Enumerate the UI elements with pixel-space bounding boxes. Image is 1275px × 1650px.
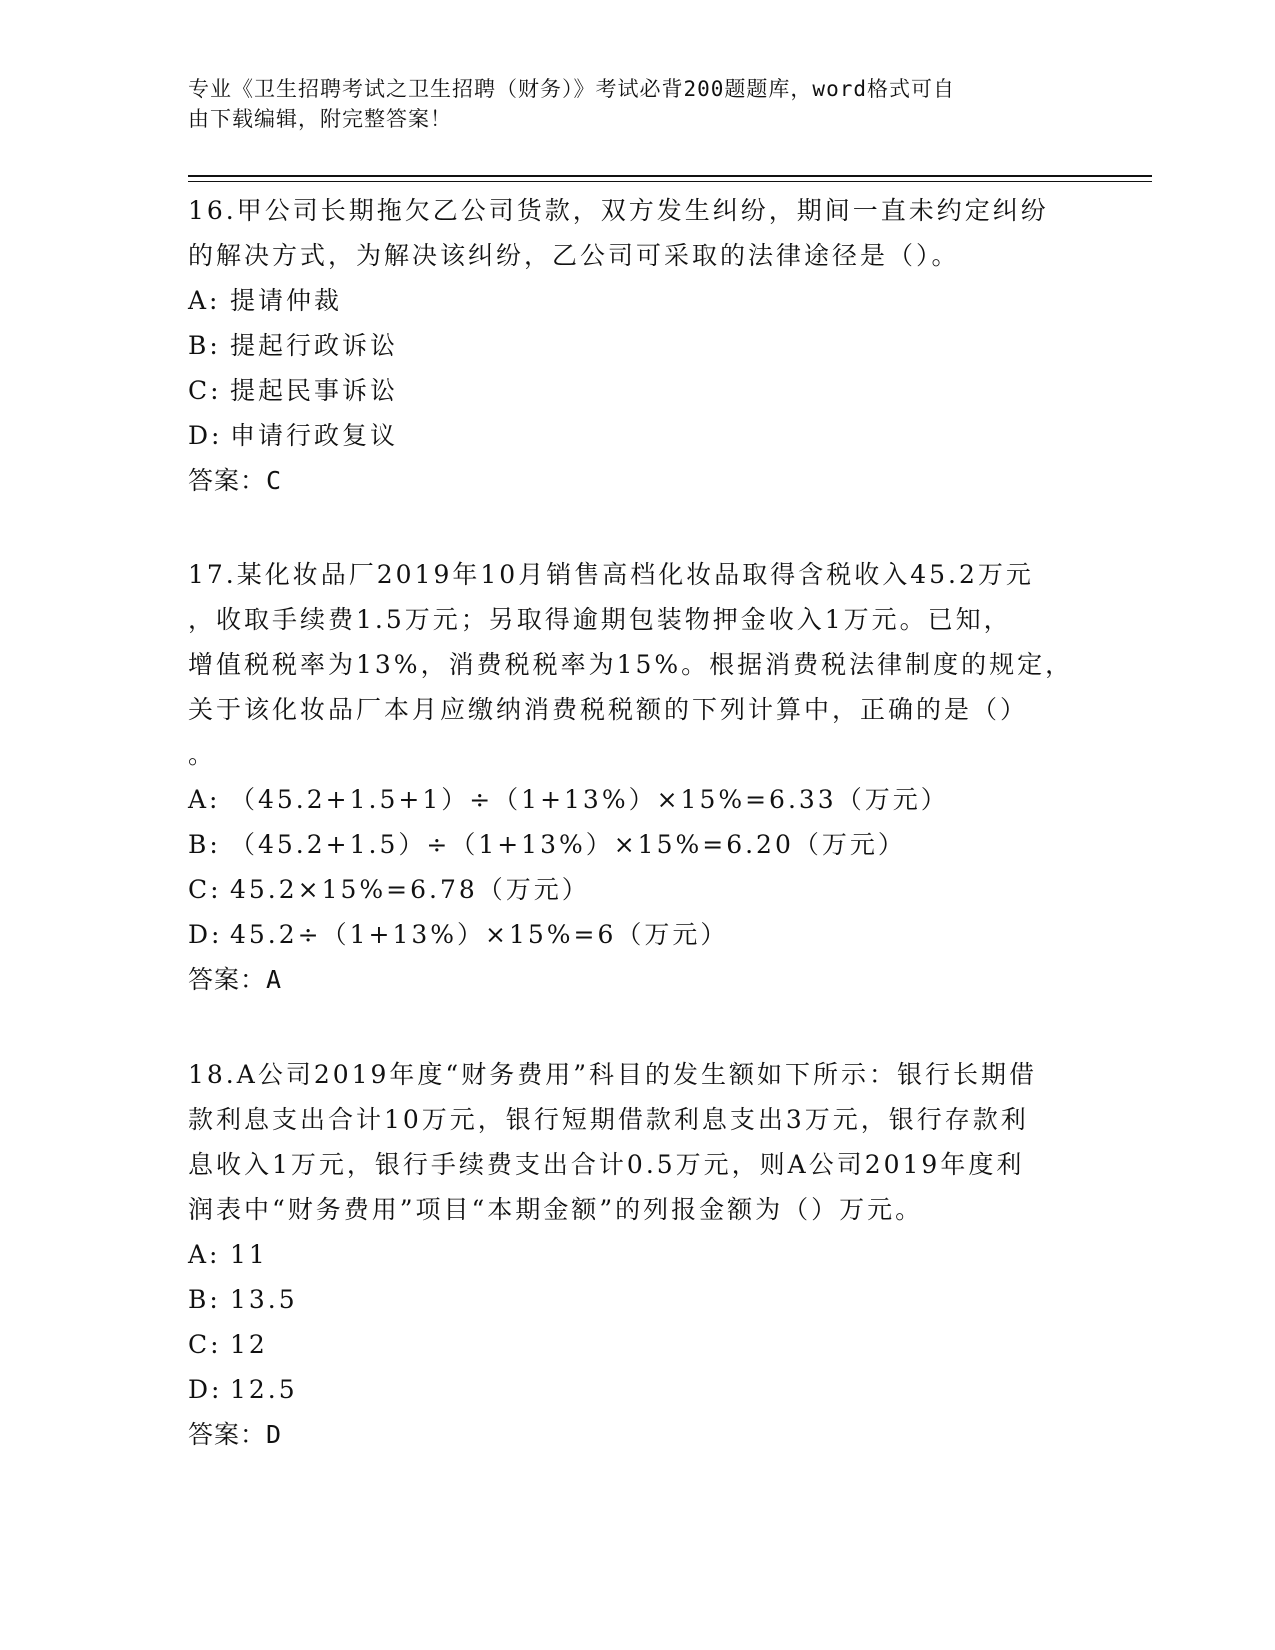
option-text: 45.2÷（1+13%）×15%=6（万元） (230, 920, 729, 949)
option-label: B: (188, 830, 221, 859)
question-stem-line: 款利息支出合计10万元，银行短期借款利息支出3万元，银行存款利 (188, 1105, 1029, 1134)
question-16 (188, 188, 1088, 503)
header-line-1: 专业《卫生招聘考试之卫生招聘（财务）》考试必背200题题库，word格式可自 (188, 77, 955, 101)
question-stem-line: 18.A公司2019年度“财务费用”科目的发生额如下所示：银行长期借 (188, 1060, 1037, 1089)
header-line-2: 由下载编辑，附完整答案！ (188, 107, 452, 131)
option-text: 12.5 (230, 1375, 298, 1404)
document-header (188, 74, 1068, 134)
option-b (188, 323, 1088, 368)
option-text: 提起民事诉讼 (230, 376, 399, 405)
option-text: 提起行政诉讼 (230, 331, 399, 360)
option-text: （45.2+1.5+1）÷（1+13%）×15%=6.33（万元） (230, 785, 949, 814)
answer-line: 答案：C (188, 466, 283, 495)
question-stem-line: 关于该化妆品厂本月应缴纳消费税税额的下列计算中，正确的是（） (188, 695, 1029, 724)
option-label: C: (188, 1330, 222, 1359)
option-label: B: (188, 331, 221, 360)
question-stem-line: 16.甲公司长期拖欠乙公司货款，双方发生纠纷，期间一直未约定纠纷 (188, 196, 1049, 225)
option-label: D: (188, 1375, 223, 1404)
question-stem-line: 。 (188, 740, 217, 769)
option-a (188, 1232, 1088, 1277)
option-c (188, 867, 1088, 912)
option-a (188, 777, 1088, 822)
option-label: D: (188, 421, 223, 450)
option-label: D: (188, 920, 223, 949)
option-text: 12 (230, 1330, 268, 1359)
option-b (188, 822, 1088, 867)
option-label: A: (188, 1240, 221, 1269)
option-label: C: (188, 875, 222, 904)
option-label: A: (188, 785, 221, 814)
question-17 (188, 552, 1088, 1002)
option-d (188, 413, 1088, 458)
option-b (188, 1277, 1088, 1322)
question-stem-line: 的解决方式，为解决该纠纷，乙公司可采取的法律途径是（）。 (188, 241, 960, 270)
header-divider-thin (188, 181, 1152, 182)
header-divider-thick (188, 175, 1152, 177)
option-c (188, 1322, 1088, 1367)
question-stem-line: 17.某化妆品厂2019年10月销售高档化妆品取得含税收入45.2万元 (188, 560, 1034, 589)
question-stem-line: ，收取手续费1.5万元；另取得逾期包装物押金收入1万元。已知， (188, 605, 1012, 634)
question-stem-line: 息收入1万元，银行手续费支出合计0.5万元，则A公司2019年度利 (188, 1150, 1025, 1179)
option-c (188, 368, 1088, 413)
option-text: 13.5 (230, 1285, 298, 1314)
option-label: C: (188, 376, 222, 405)
option-d (188, 1367, 1088, 1412)
option-label: B: (188, 1285, 221, 1314)
question-18 (188, 1052, 1088, 1457)
option-text: 45.2×15%=6.78（万元） (230, 875, 590, 904)
option-d (188, 912, 1088, 957)
option-text: 11 (230, 1240, 268, 1269)
answer-line: 答案：A (188, 965, 283, 994)
question-stem-line: 润表中“财务费用”项目“本期金额”的列报金额为（）万元。 (188, 1195, 924, 1224)
option-a (188, 278, 1088, 323)
option-text: （45.2+1.5）÷（1+13%）×15%=6.20（万元） (230, 830, 906, 859)
question-stem-line: 增值税税率为13%，消费税税率为15%。根据消费税法律制度的规定， (188, 650, 1074, 679)
option-label: A: (188, 286, 221, 315)
answer-line: 答案：D (188, 1420, 283, 1449)
option-text: 申请行政复议 (230, 421, 399, 450)
option-text: 提请仲裁 (230, 286, 343, 315)
